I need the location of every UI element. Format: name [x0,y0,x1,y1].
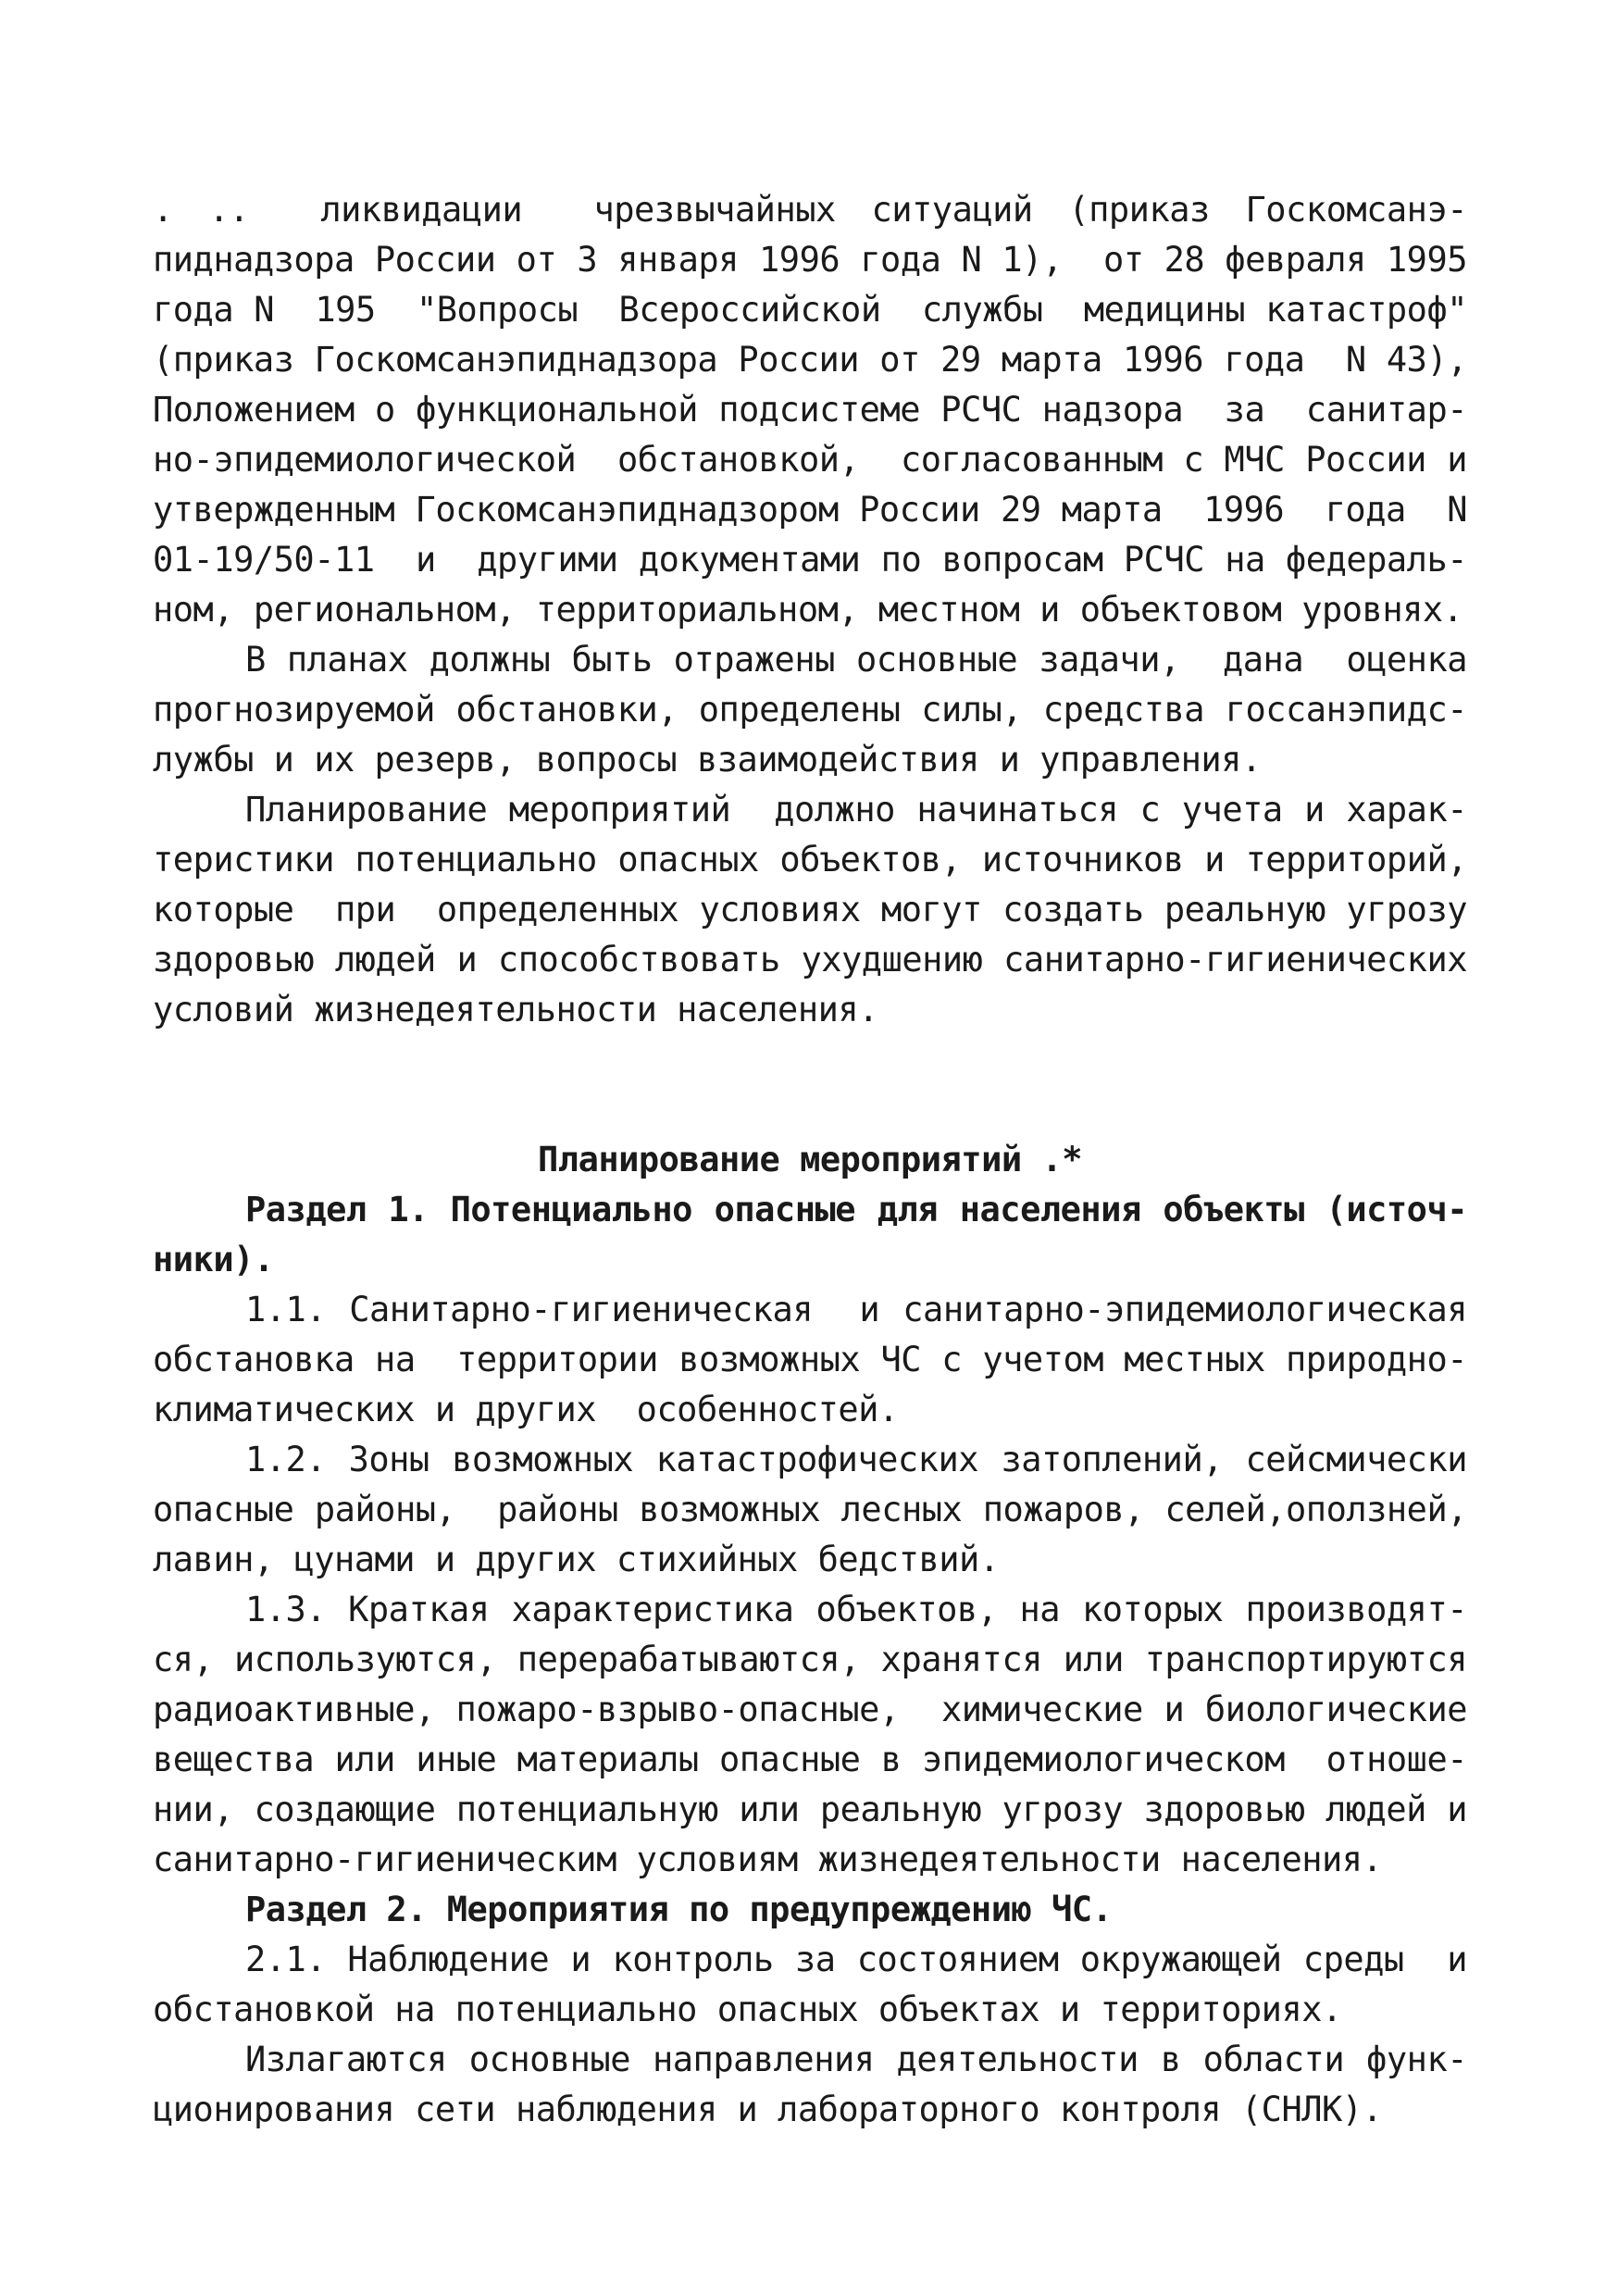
text-line: 2.1. Наблюдение и контроль за состоянием окружающей среды и [245,1940,1467,1979]
text-line: Излагаются основные направления деятельности в области функ- [245,2040,1467,2079]
text-line: лужбы и их резерв, вопросы взаимодействия и управления. [153,740,1262,780]
text-line: Положением о функциональной подсистеме РСЧС надзора за санитар- [153,390,1467,430]
text-line: 1.2. Зоны возможных катастрофических затоплений, сейсмически [245,1440,1467,1479]
text-line: обстановкой на потенциально опасных объектах и территориях. [153,1990,1342,2029]
section-gap [153,1035,1467,1135]
text-line: года N 195 "Вопросы Всероссийской службы медицины катастроф" [153,290,1467,330]
text-line: ционирования сети наблюдения и лабораторного контроля (СНЛК). [153,2090,1383,2129]
text-line: нии, создающие потенциальную или реальную угрозу здоровью людей и [153,1790,1467,1829]
text-line: В планах должны быть отражены основные задачи, дана оценка [245,640,1467,680]
text-line: 1.1. Санитарно-гигиеническая и санитарно-эпидемиологическая [245,1290,1467,1329]
planning-heading: Планирование мероприятий .* [538,1140,1082,1179]
document-page [153,185,1467,2135]
bottom-text-block [153,1185,1467,2135]
text-line: обстановка на территории возможных ЧС с учетом местных природно- [153,1340,1467,1379]
text-line: здоровью людей и способствовать ухудшению санитарно-гигиенических [153,940,1467,980]
text-line: климатических и других особенностей. [153,1390,899,1429]
text-line: ники). [153,1240,274,1279]
text-line: лавин, цунами и других стихийных бедствий. [153,1540,1000,1579]
text-line: теристики потенциально опасных объектов, источников и территорий, [153,840,1467,880]
text-line: вещества или иные материалы опасные в эпидемиологическом отноше- [153,1740,1467,1779]
text-line: пиднадзора России от 3 января 1996 года N 1), от 28 февраля 1995 [153,240,1467,280]
text-line: ном, региональном, территориальном, местном и объектовом уровнях. [153,590,1463,630]
text-line: но-эпидемиологической обстановкой, согласованным с МЧС России и [153,440,1467,480]
text-line: радиоактивные, пожаро-взрыво-опасные, химические и биологические [153,1690,1467,1729]
text-line: (приказ Госкомсанэпиднадзора России от 29 марта 1996 года N 43), [153,340,1467,380]
text-line: прогнозируемой обстановки, определены силы, средства госсанэпидс- [153,690,1467,730]
text-line: Планирование мероприятий должно начинаться с учета и харак- [245,790,1467,830]
text-line: Раздел 2. Мероприятия по предупреждению ЧС. [245,1890,1113,1929]
text-line: условий жизнедеятельности населения. [153,990,878,1029]
text-line: . .. ликвидации чрезвычайных ситуаций (приказ Госкомсанэ- [153,190,1467,230]
text-line: опасные районы, районы возможных лесных пожаров, селей,оползней, [153,1490,1467,1529]
text-line: ся, используются, перерабатываются, хранятся или транспортируются [153,1640,1467,1679]
text-line: которые при определенных условиях могут создать реальную угрозу [153,890,1467,930]
text-line: Раздел 1. Потенциально опасные для населения объекты (источ- [245,1190,1467,1229]
text-line: 1.3. Краткая характеристика объектов, на которых производят- [245,1590,1467,1629]
text-line: утвержденным Госкомсанэпиднадзором России 29 марта 1996 года N [153,490,1467,530]
top-text-block [153,185,1467,1035]
text-line: санитарно-гигиеническим условиям жизнедеятельности населения. [153,1840,1383,1879]
text-line: 01-19/50-11 и другими документами по вопросам РСЧС на федераль- [153,540,1467,580]
